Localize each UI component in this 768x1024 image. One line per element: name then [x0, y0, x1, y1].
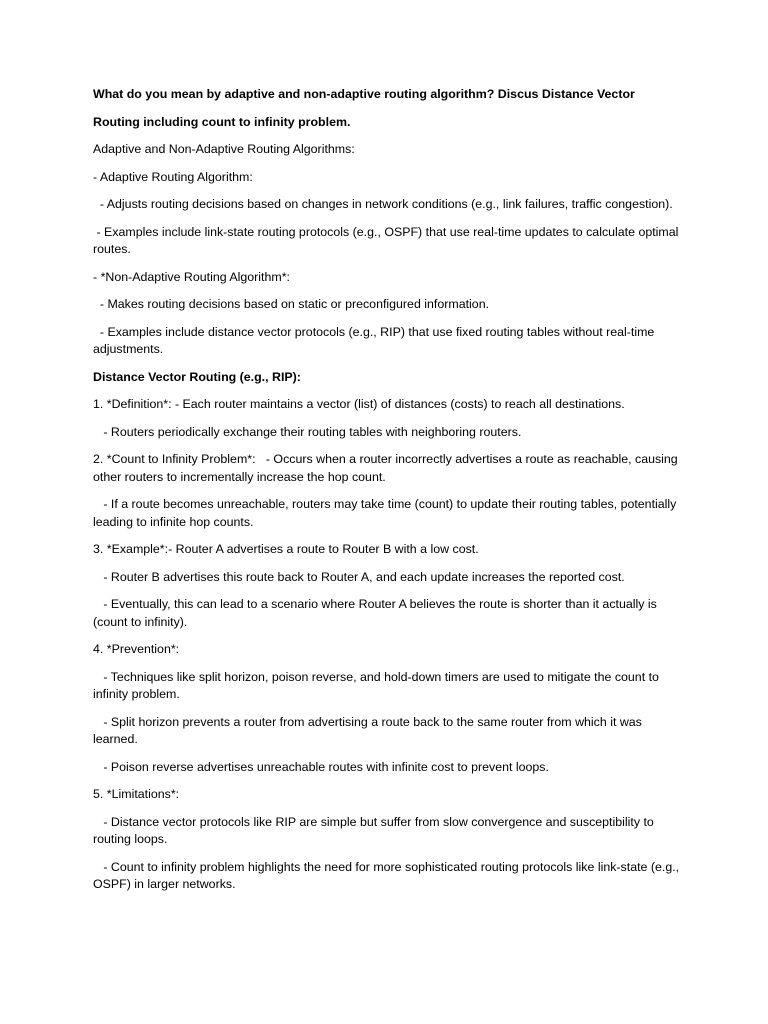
limitations-subpoint-2: - Count to infinity problem highlights the need for more sophisticated routing protocols like link-state (e.g., OSPF) in larger networks. [93, 859, 683, 891]
non-adaptive-point-2: - Examples include distance vector protocols (e.g., RIP) that use fixed routing tables without real-time adjustments. [93, 324, 658, 356]
count-to-infinity-item: 2. *Count to Infinity Problem*: - Occurs when a router incorrectly advertises a route as reachable, causing other routers to incrementally increase the hop count. [93, 452, 682, 484]
section-heading-adaptive: Adaptive and Non-Adaptive Routing Algorithms: [93, 142, 355, 156]
limitations-subpoint-1: - Distance vector protocols like RIP are simple but suffer from slow convergence and susceptibility to routing loops. [93, 814, 658, 846]
distance-vector-heading: Distance Vector Routing (e.g., RIP): [93, 369, 301, 384]
limitations-item: 5. *Limitations*: [93, 787, 180, 801]
count-to-infinity-subpoint: - If a route becomes unreachable, routers may take time (count) to update their routing tables, potentially leading to infinite hop counts. [93, 497, 680, 529]
example-subpoint-2: - Eventually, this can lead to a scenario where Router A believes the route is shorter than it actually is (count to infinity). [93, 597, 661, 629]
question-title-line-2: Routing including count to infinity problem. [93, 114, 351, 129]
non-adaptive-heading: - *Non-Adaptive Routing Algorithm*: [93, 269, 290, 284]
prevention-subpoint-1: - Techniques like split horizon, poison reverse, and hold-down timers are used to mitigate the count to infinity problem. [93, 669, 663, 701]
definition-subpoint: - Routers periodically exchange their routing tables with neighboring routers. [93, 424, 522, 439]
example-subpoint-1: - Router B advertises this route back to Router A, and each update increases the reported cost. [93, 569, 625, 584]
prevention-subpoint-3: - Poison reverse advertises unreachable routes with infinite cost to prevent loops. [93, 759, 549, 774]
question-title-line-1: What do you mean by adaptive and non-adaptive routing algorithm? Discus Distance Vector [93, 87, 635, 101]
example-item: 3. *Example*:- Router A advertises a route to Router B with a low cost. [93, 542, 479, 556]
document-page [93, 86, 683, 904]
prevention-item: 4. *Prevention*: [93, 642, 180, 656]
adaptive-point-2: - Examples include link-state routing protocols (e.g., OSPF) that use real-time updates to calculate optimal routes. [93, 224, 682, 256]
adaptive-point-1: - Adjusts routing decisions based on changes in network conditions (e.g., link failures, traffic congestion). [93, 197, 673, 211]
prevention-subpoint-2: - Split horizon prevents a router from advertising a route back to the same router from which it was learned. [93, 714, 646, 746]
non-adaptive-point-1: - Makes routing decisions based on static or preconfigured information. [93, 297, 490, 311]
definition-item: 1. *Definition*: - Each router maintains a vector (list) of distances (costs) to reach all destinations. [93, 397, 625, 411]
adaptive-heading: - Adaptive Routing Algorithm: [93, 169, 253, 184]
